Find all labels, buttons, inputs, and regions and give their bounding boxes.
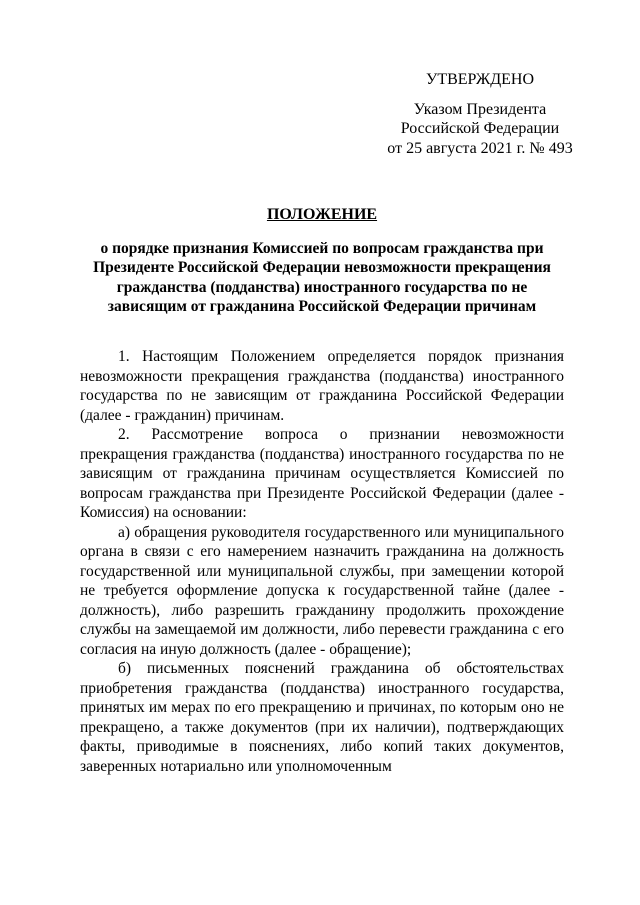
document-title: ПОЛОЖЕНИЕ (266, 206, 378, 223)
approval-line-1: Указом Президента (413, 100, 547, 118)
approved-label: УТВЕРЖДЕНО (425, 71, 534, 88)
title-block (80, 205, 564, 317)
document-subtitle: о порядке признания Комиссией по вопросам гражданства при Президенте Российской Федерации невозможности прекращения гражданства (подданства) иностранного государства по не зависящим от гражданина Российской Федерации причинам (93, 239, 551, 315)
paragraph-2a: а) обращения руководителя государственного или муниципального органа в связи с его намерением назначить гражданина на должность государственной или муниципальной службы, при замещении которой не требуется оформление допуска к государственной тайне (далее - должность), либо разрешить гражданину продолжить прохождение службы на замещаемой им должности, либо перевести гражданина с его согласия на иную должность (далее - обращение); (80, 523, 564, 658)
paragraph-2: 2. Рассмотрение вопроса о признании невозможности прекращения гражданства (подданства) иностранного государства по не зависящим от гражданина причинам осуществляется Комиссией по вопросам гражданства при Президенте Российской Федерации (далее - Комиссия) на основании: (80, 426, 564, 521)
approval-line-3: от 25 августа 2021 г. № 493 (387, 139, 573, 157)
approval-line-2: Российской Федерации (400, 120, 560, 137)
document-body (80, 347, 564, 776)
paragraph-2b: б) письменных пояснений гражданина об обстоятельствах приобретения гражданства (подданства) иностранного государства, принятых им мерах по его прекращению и причинах, по которым оно не прекращено, а также документов (при их наличии), подтверждающих факты, приводимые в пояснениях, либо копий таких документов, заверенных нотариально или уполномоченным (80, 660, 564, 775)
paragraph-1: 1. Настоящим Положением определяется порядок признания невозможности прекращения гражданства (подданства) иностранного государства по не зависящим от гражданина Российской Федерации (далее - гражданин) причинам. (80, 348, 564, 424)
approval-stamp (360, 70, 600, 158)
